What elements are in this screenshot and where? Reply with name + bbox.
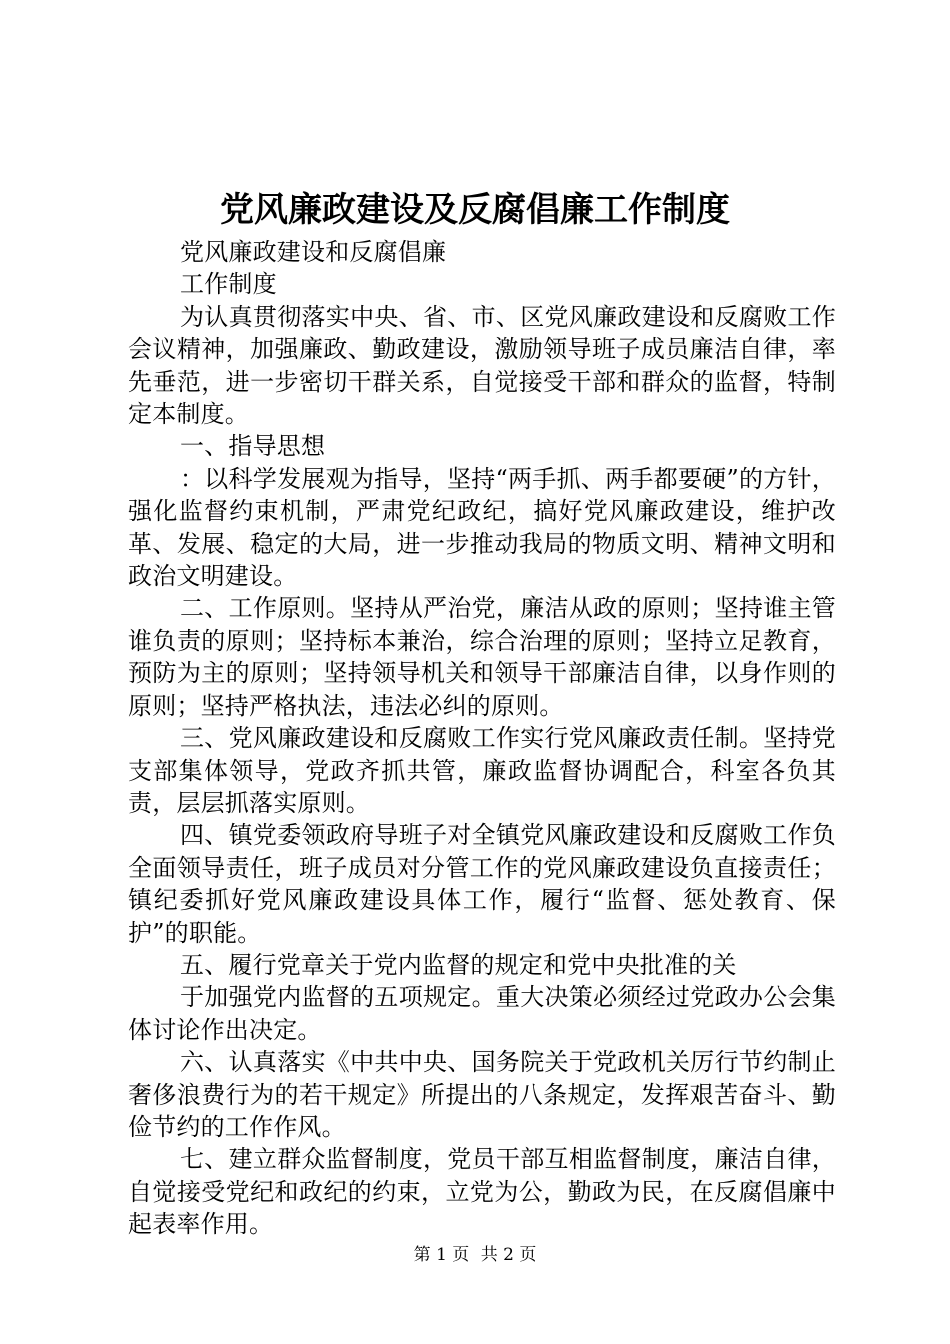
responsibility-system-paragraph: 三、党风廉政建设和反腐败工作实行党风廉政责任制。坚持党支部集体领导，党政齐抓共管，廉政监督协调配合，科室各负其责，层层抓落实原则。 xyxy=(128,724,836,817)
frugality-paragraph: 六、认真落实《中共中央、国务院关于党政机关厉行节约制止奢侈浪费行为的若干规定》所提出的八条规定，发挥艰苦奋斗、勤俭节约的工作作风。 xyxy=(128,1048,836,1141)
subtitle-line-2: 工作制度 xyxy=(180,270,277,299)
party-supervision-paragraph: 五、履行党章关于党内监督的规定和党中央批准的关 xyxy=(180,950,737,979)
public-supervision-paragraph: 七、建立群众监督制度，党员干部互相监督制度，廉洁自律，自觉接受党纪和政纪的约束，立党为公，勤政为民，在反腐倡廉中起表率作用。 xyxy=(128,1145,836,1239)
leadership-responsibility-paragraph: 四、镇党委领政府导班子对全镇党风廉政建设和反腐败工作负全面领导责任，班子成员对分管工作的党风廉政建设负直接责任；镇纪委抓好党风廉政建设具体工作，履行“监督、惩处教育、保护”的职能。 xyxy=(128,821,836,947)
page-total: 共 2 页 xyxy=(480,1245,537,1265)
page-footer xyxy=(0,1243,950,1267)
section-heading-guiding-ideology: 一、指导思想 xyxy=(180,432,326,461)
document-title: 党风廉政建设及反腐倡廉工作制度 xyxy=(220,190,730,230)
intro-paragraph: 为认真贯彻落实中央、省、市、区党风廉政建设和反腐败工作会议精神，加强廉政、勤政建设，激励领导班子成员廉洁自律，率先垂范，进一步密切干群关系，自觉接受干部和群众的监督，特制定本制度。 xyxy=(128,302,836,429)
document-body xyxy=(128,236,836,1241)
guiding-ideology-paragraph: ：以科学发展观为指导，坚持“两手抓、两手都要硬”的方针，强化监督约束机制，严肃党纪政纪，搞好党风廉政建设，维护改革、发展、稳定的大局，进一步推动我局的物质文明、精神文明和政治文明建设。 xyxy=(128,464,836,591)
page-number: 第 1 页 xyxy=(413,1245,470,1265)
subtitle-line-1: 党风廉政建设和反腐倡廉 xyxy=(180,238,447,266)
work-principles-paragraph: 二、工作原则。坚持从严治党，廉洁从政的原则；坚持谁主管谁负责的原则；坚持标本兼治，综合治理的原则；坚持立足教育，预防为主的原则；坚持领导机关和领导干部廉洁自律，以身作则的原则；坚持严格执法，违法必纠的原则。 xyxy=(128,594,836,720)
party-supervision-continued-paragraph: 于加强党内监督的五项规定。重大决策必须经过党政办公会集体讨论作出决定。 xyxy=(128,983,836,1044)
